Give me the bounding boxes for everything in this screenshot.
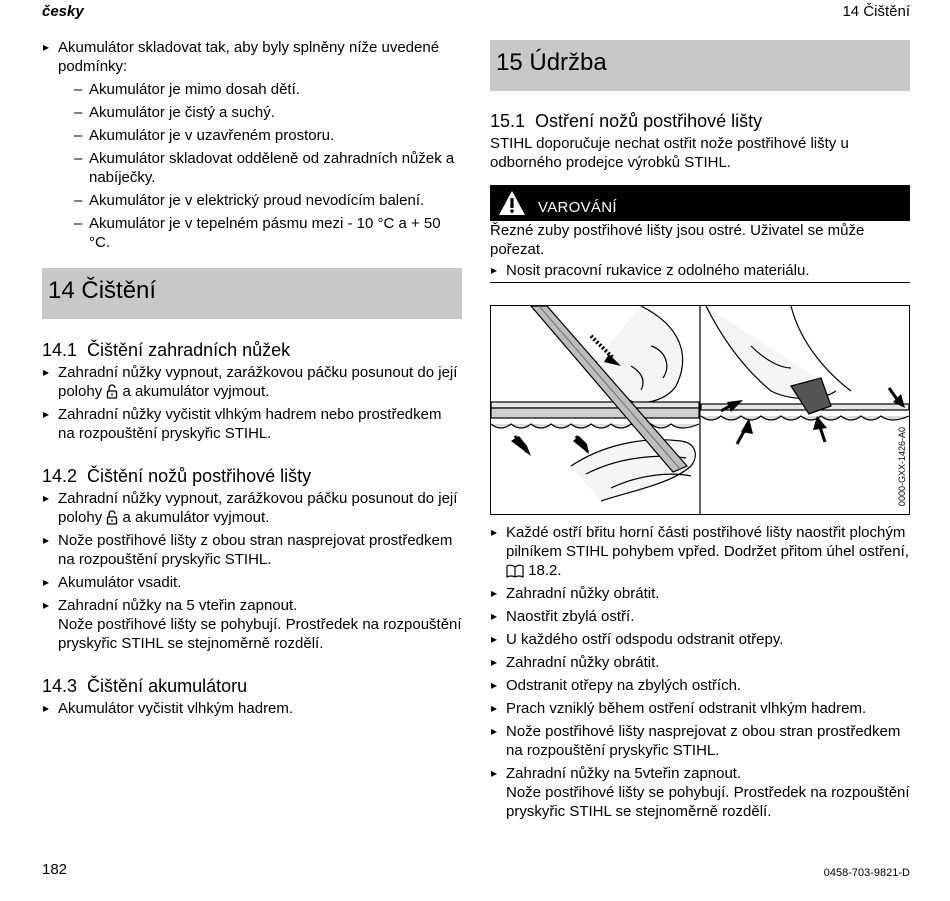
sharpening-illustration [490,305,910,515]
list-item: ▸ Odstranit otřepy na zbylých ostřích. [490,676,910,695]
header-language: česky [42,3,84,20]
list-item: ▸ Každé ostří břitu horní části postřihové lišty naostřit plochým pilníkem STIHL pohybem vpřed. Dodržet přitom úhel ostření, 18.2. [490,523,910,580]
section-15-1-intro: STIHL doporučuje nechat ostřit nože postřihové lišty u odborného prodejce výrobků STIHL. [490,135,849,171]
section-heading-14-3: 14.3 Čištění akumulátoru [42,676,248,696]
list-item: ▸ Zahradní nůžky vypnout, zarážkovou páčku posunout do její polohy a akumulátor vyjmout. [42,363,462,401]
list-item: ▸ Nože postřihové lišty z obou stran nasprejovat prostředkem na rozpouštění pryskyřic STIHL. [42,531,462,569]
list-item: ▸ Nosit pracovní rukavice z odolného materiálu. [490,261,910,280]
sharpening-steps [490,523,910,821]
warning-label: VAROVÁNÍ [538,198,617,216]
list-item: ▸ U každého ostří odspodu odstranit otřepy. [490,630,910,649]
section-heading-15-1: 15.1 Ostření nožů postřihové lišty [490,111,763,131]
warning-bar [490,185,910,221]
section-heading-14-2: 14.2 Čištění nožů postřihové lišty [42,466,312,486]
list-item: ▸ Zahradní nůžky na 5 vteřin zapnout. Nože postřihové lišty se pohybují. Prostředek na rozpouštění pryskyřic STIHL se stejnoměrně rozdělí. [42,596,462,653]
list-item: ▸ Zahradní nůžky na 5vteřin zapnout. Nože postřihové lišty se pohybují. Prostředek na rozpouštění pryskyřic STIHL se stejnoměrně rozdělí. [490,764,910,821]
chapter-heading-14: 14 Čištění [42,268,462,319]
list-item: – Akumulátor je čistý a suchý. [58,103,462,122]
storage-conditions [58,80,462,252]
warning-list [490,261,910,280]
list-item: ▸ Prach vzniklý během ostření odstranit vlhkým hadrem. [490,699,910,718]
list-item: – Akumulátor je v uzavřeném prostoru. [58,126,462,145]
section-14-3-list [42,699,462,718]
list-item: ▸ Zahradní nůžky vypnout, zarážkovou páčku posunout do její polohy a akumulátor vyjmout. [42,489,462,527]
list-item: ▸ Nože postřihové lišty nasprejovat z obou stran prostředkem na rozpouštění pryskyřic STIHL. [490,722,910,760]
list-item: ▸ Akumulátor vsadit. [42,573,462,592]
list-item [42,38,462,252]
section-14-2-list [42,489,462,653]
document-code: 0458-703-9821-D [823,867,910,879]
chapter-heading-15: 15 Údržba [490,40,910,91]
section-heading-14-1: 14.1 Čištění zahradních nůžek [42,340,291,360]
unlock-icon [106,384,118,399]
warning-icon [498,190,526,216]
list-item: – Akumulátor je mimo dosah dětí. [58,80,462,99]
divider [490,282,910,283]
warning-text: Řezné zuby postřihové lišty jsou ostré. Uživatel se může pořezat. [490,222,865,258]
list-item: ▸ Akumulátor vyčistit vlhkým hadrem. [42,699,462,718]
storage-list [42,38,462,252]
right-column [490,40,910,825]
list-item: ▸ Zahradní nůžky obrátit. [490,653,910,672]
storage-intro: Akumulátor skladovat tak, aby byly splněny níže uvedené podmínky: [58,39,440,75]
header-chapter: 14 Čištění [842,3,910,20]
sharpening-drawing [491,306,909,514]
list-item: ▸ Zahradní nůžky obrátit. [490,584,910,603]
list-item: ▸ Zahradní nůžky vyčistit vlhkým hadrem nebo prostředkem na rozpouštění pryskyřic STIHL. [42,405,462,443]
list-item: – Akumulátor je v elektrický proud nevodícím balení. [58,191,462,210]
left-column [42,38,462,722]
list-item: ▸ Naostřit zbylá ostří. [490,607,910,626]
figure-code: 0000-GXX-1426-A0 [897,426,907,506]
page-number: 182 [42,861,68,878]
list-item: – Akumulátor je v tepelném pásmu mezi - 10 °C a + 50 °C. [58,214,462,252]
book-icon [506,564,524,578]
list-item: – Akumulátor skladovat odděleně od zahradních nůžek a nabíječky. [58,149,462,187]
section-14-1-list [42,363,462,443]
unlock-icon [106,510,118,525]
